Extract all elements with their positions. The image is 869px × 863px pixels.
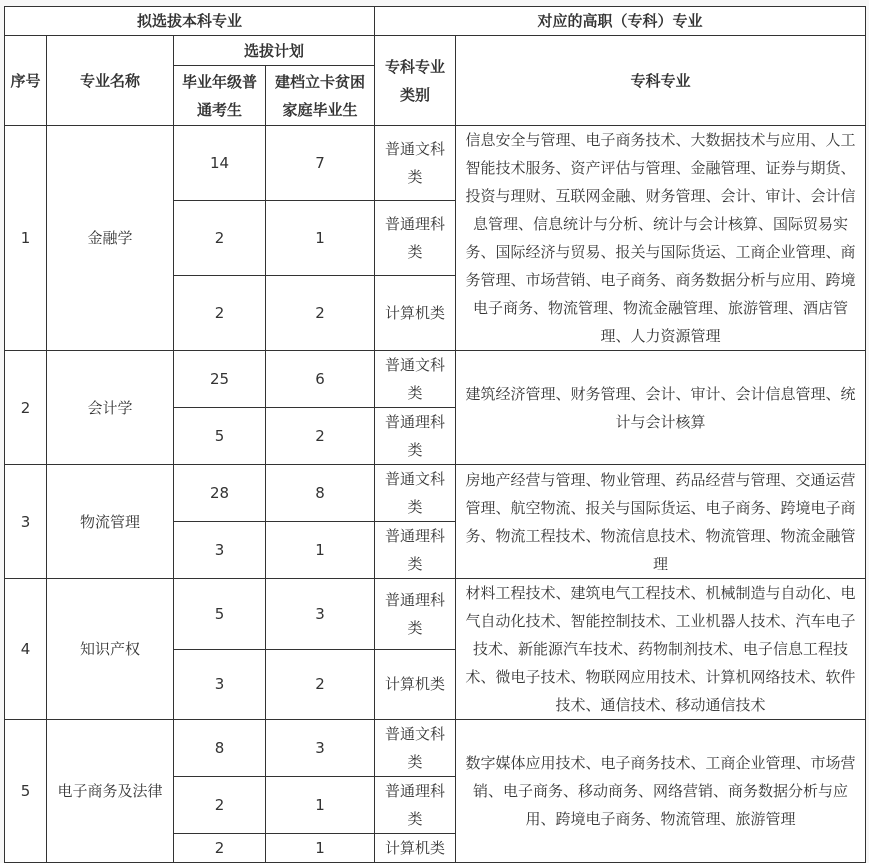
plan-poor-count: 8	[266, 465, 375, 522]
plan-general-count: 8	[174, 720, 266, 777]
category-cell: 普通文科类	[375, 465, 456, 522]
plan-poor-count: 6	[266, 351, 375, 408]
plan-poor-count: 1	[266, 834, 375, 863]
row-major-name: 金融学	[47, 126, 174, 351]
header-plan-group: 选拔计划	[174, 36, 375, 66]
vocational-majors: 建筑经济管理、财务管理、会计、审计、会计信息管理、统计与会计核算	[456, 351, 866, 465]
plan-general-count: 14	[174, 126, 266, 201]
row-major-name: 物流管理	[47, 465, 174, 579]
table-row	[5, 720, 866, 777]
category-cell: 普通文科类	[375, 720, 456, 777]
category-cell: 普通文科类	[375, 351, 456, 408]
header-major-name: 专业名称	[47, 36, 174, 126]
header-undergrad-group: 拟选拔本科专业	[5, 7, 375, 36]
table-body	[5, 126, 866, 863]
row-seq: 1	[5, 126, 47, 351]
category-cell: 普通理科类	[375, 579, 456, 650]
category-cell: 计算机类	[375, 276, 456, 351]
category-cell: 普通理科类	[375, 408, 456, 465]
vocational-majors: 数字媒体应用技术、电子商务技术、工商企业管理、市场营销、电子商务、移动商务、网络营销、商务数据分析与应用、跨境电子商务、物流管理、旅游管理	[456, 720, 866, 863]
plan-general-count: 2	[174, 276, 266, 351]
plan-poor-count: 2	[266, 276, 375, 351]
vocational-majors: 房地产经营与管理、物业管理、药品经营与管理、交通运营管理、航空物流、报关与国际货运、电子商务、跨境电子商务、物流工程技术、物流信息技术、物流管理、物流金融管理	[456, 465, 866, 579]
plan-poor-count: 3	[266, 579, 375, 650]
plan-poor-count: 1	[266, 522, 375, 579]
plan-poor-count: 1	[266, 777, 375, 834]
table-row	[5, 351, 866, 408]
row-major-name: 知识产权	[47, 579, 174, 720]
plan-general-count: 2	[174, 834, 266, 863]
plan-general-count: 3	[174, 522, 266, 579]
plan-poor-count: 3	[266, 720, 375, 777]
plan-poor-count: 2	[266, 649, 375, 720]
table-container	[4, 6, 866, 863]
plan-general-count: 3	[174, 649, 266, 720]
plan-general-count: 5	[174, 579, 266, 650]
category-cell: 普通理科类	[375, 522, 456, 579]
category-cell: 普通文科类	[375, 126, 456, 201]
plan-general-count: 2	[174, 777, 266, 834]
header-category: 专科专业类别	[375, 36, 456, 126]
row-major-name: 会计学	[47, 351, 174, 465]
row-seq: 5	[5, 720, 47, 863]
plan-poor-count: 7	[266, 126, 375, 201]
table-row	[5, 465, 866, 522]
table-row	[5, 126, 866, 201]
plan-poor-count: 1	[266, 201, 375, 276]
plan-general-count: 25	[174, 351, 266, 408]
row-major-name: 电子商务及法律	[47, 720, 174, 863]
header-plan-poor: 建档立卡贫困家庭毕业生	[266, 66, 375, 126]
header-vocational-group: 对应的高职（专科）专业	[375, 7, 866, 36]
row-seq: 2	[5, 351, 47, 465]
category-cell: 计算机类	[375, 834, 456, 863]
category-cell: 计算机类	[375, 649, 456, 720]
plan-general-count: 2	[174, 201, 266, 276]
header-seq: 序号	[5, 36, 47, 126]
category-cell: 普通理科类	[375, 777, 456, 834]
table-row	[5, 579, 866, 650]
header-vocational-major: 专科专业	[456, 36, 866, 126]
row-seq: 4	[5, 579, 47, 720]
plan-general-count: 5	[174, 408, 266, 465]
plan-poor-count: 2	[266, 408, 375, 465]
vocational-majors: 材料工程技术、建筑电气工程技术、机械制造与自动化、电气自动化技术、智能控制技术、工业机器人技术、汽车电子技术、新能源汽车技术、药物制剂技术、电子信息工程技术、微电子技术、物联网应用技术、计算机网络技术、软件技术、通信技术、移动通信技术	[456, 579, 866, 720]
category-cell: 普通理科类	[375, 201, 456, 276]
plan-general-count: 28	[174, 465, 266, 522]
row-seq: 3	[5, 465, 47, 579]
header-plan-general: 毕业年级普通考生	[174, 66, 266, 126]
vocational-majors: 信息安全与管理、电子商务技术、大数据技术与应用、人工智能技术服务、资产评估与管理、金融管理、证券与期货、投资与理财、互联网金融、财务管理、会计、审计、会计信息管理、信息统计与分析、统计与会计核算、国际贸易实务、国际经济与贸易、报关与国际货运、工商企业管理、商务管理、市场营销、电子商务、商务数据分析与应用、跨境电子商务、物流管理、物流金融管理、旅游管理、酒店管理、人力资源管理	[456, 126, 866, 351]
admission-table	[4, 6, 866, 863]
